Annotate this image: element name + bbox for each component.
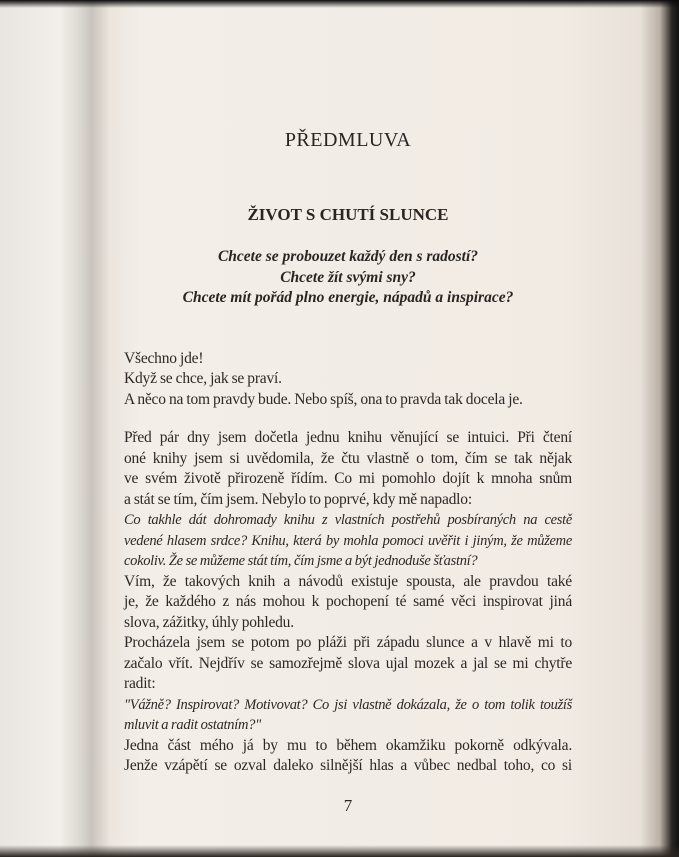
text-line: a stát se tím, čím jsem. Nebylo to poprvé, kdy mě napadlo: bbox=[124, 490, 472, 508]
text-line: "Vážně? Inspirovat? Motivovat? Co jsi vlastně dokázala, že o tom tolik toužíš bbox=[124, 696, 572, 713]
intro-question: Chcete žít svými sny? bbox=[280, 268, 416, 286]
text-line: mluvit a radit ostatním?" bbox=[124, 717, 261, 733]
text-line: cokoliv. Že se můžeme stát tím, čím jsme a být jednoduše šťastní? bbox=[124, 553, 478, 569]
text-line: A něco na tom pravdy bude. Nebo spíš, ona to pravda tak docela je. bbox=[124, 390, 523, 408]
text-line: radit: bbox=[124, 675, 156, 692]
text-line: slova, zážitky, úhly pohledu. bbox=[124, 613, 294, 631]
text-line: Jedna část mého já by mu to během okamžiku pokorně odkývala. bbox=[124, 736, 572, 754]
text-line: ve svém životě přirozeně řídím. Co mi pomohlo dojít k mnoha snům bbox=[124, 470, 572, 487]
text-line: Všechno jde! bbox=[124, 349, 204, 367]
text-line: vedené hlasem srdce? Knihu, která by mohla pomoci uvěřit i jiným, že můžeme bbox=[124, 532, 572, 549]
text-line: Vím, že takových knih a návodů existuje spousta, ale pravdou také bbox=[124, 572, 572, 590]
intro-question: Chcete mít pořád plno energie, nápadů a inspirace? bbox=[182, 289, 514, 306]
intro-question: Chcete se probouzet každý den s radostí? bbox=[217, 248, 479, 265]
text-line: je, že každého z nás mohou k pochopení té samé věci inspirovat jiná bbox=[124, 593, 572, 610]
body-text bbox=[124, 349, 572, 777]
text-line: Procházela jsem se potom po pláži při západu slunce a v hlavě mi to bbox=[124, 634, 572, 651]
text-line: Před pár dny jsem dočetla jednu knihu věnující se intuici. Při čtení bbox=[124, 429, 572, 446]
text-line: Co takhle dát dohromady knihu z vlastních postřehů posbíraných na cestě bbox=[124, 512, 572, 528]
intro-questions bbox=[124, 247, 572, 309]
text-line: začalo vřít. Nejdřív se samozřejmě slova ujal mozek a jal se mi chytře bbox=[124, 654, 572, 672]
page-text-column bbox=[124, 0, 572, 857]
page-number: 7 bbox=[343, 795, 353, 815]
text-line: Jenže vzápětí se ozval daleko silnější hlas a vůbec nedbal toho, co si bbox=[124, 757, 572, 774]
text-line: Když se chce, jak se praví. bbox=[124, 370, 282, 387]
chapter-heading: PŘEDMLUVA bbox=[284, 129, 412, 151]
chapter-subheading: ŽIVOT S CHUTÍ SLUNCE bbox=[247, 205, 449, 224]
text-line: oné knihy jsem si uvědomila, že čtu vlastně o tom, čím se tak nějak bbox=[124, 449, 572, 467]
